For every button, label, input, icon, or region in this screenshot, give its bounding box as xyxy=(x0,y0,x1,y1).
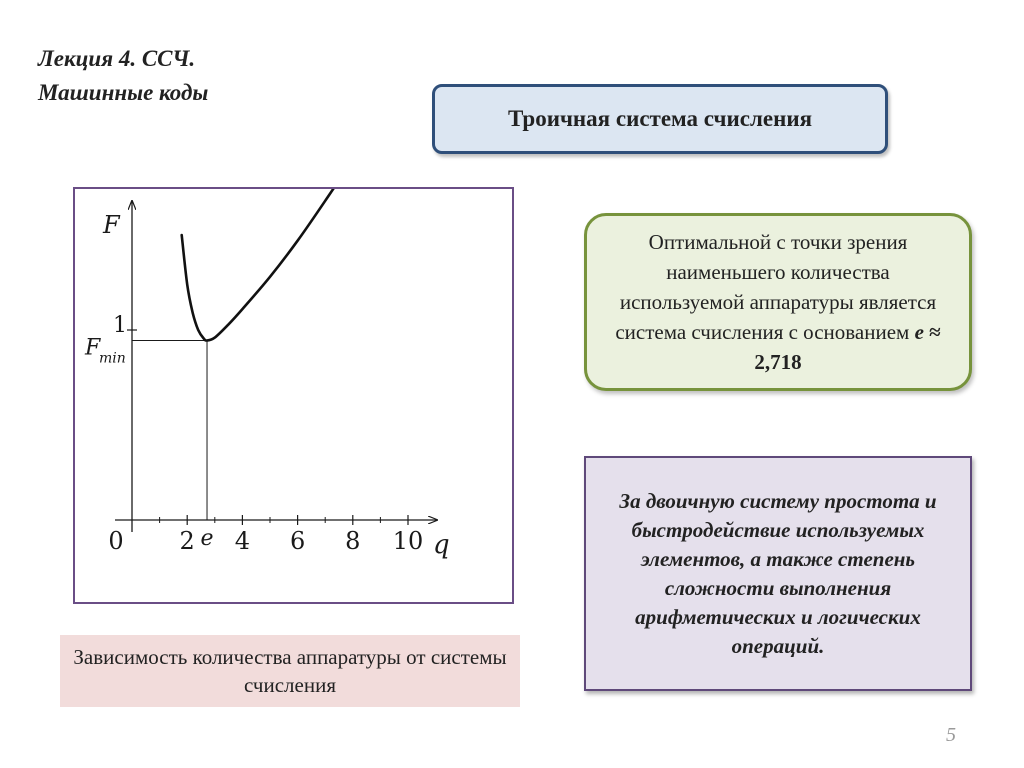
x-tick-label: 4 xyxy=(234,527,251,555)
fmin-subscript: min xyxy=(99,350,126,367)
chart-caption-text: Зависимость количества аппаратуры от системы счисления xyxy=(73,645,507,697)
euler-number-value: ≈ 2,718 xyxy=(754,320,941,374)
x-tick-label: 6 xyxy=(289,527,306,555)
chart-frame xyxy=(73,187,514,604)
binary-system-box xyxy=(584,456,972,691)
lecture-title-line2: Машинные коды xyxy=(38,80,209,105)
x-tick-label: 2 xyxy=(179,527,195,555)
topic-title: Троичная система счисления xyxy=(507,106,813,131)
optimal-base-text xyxy=(605,227,951,377)
lecture-title-line1: Лекция 4. ССЧ. xyxy=(38,46,196,71)
optimal-base-description: Оптимальной с точки зрения наименьшего количества используемой аппаратуры является система счисления с основанием xyxy=(615,230,937,344)
y-tick-label-one: 1 xyxy=(113,313,127,338)
chart-caption xyxy=(60,635,520,707)
x-tick-label: 0 xyxy=(108,527,124,555)
x-tick-label: 10 xyxy=(392,527,424,555)
optimal-base-box xyxy=(584,213,972,391)
fmin-label: F xyxy=(85,335,101,361)
hardware-cost-chart xyxy=(75,189,512,602)
x-marker-label-e: e xyxy=(200,526,214,551)
lecture-title xyxy=(38,42,208,110)
y-axis-label: F xyxy=(103,211,120,239)
binary-system-text: За двоичную систему простота и быстродействие используемых элементов, а также степень сложности выполнения арифметических и логических операций. xyxy=(619,488,937,658)
topic-box xyxy=(432,84,888,154)
euler-number-symbol: e xyxy=(914,320,924,344)
x-axis-label: q xyxy=(433,530,450,560)
page-number: 5 xyxy=(946,724,956,746)
series-curve-0 xyxy=(182,189,430,341)
x-tick-label: 8 xyxy=(345,527,361,555)
